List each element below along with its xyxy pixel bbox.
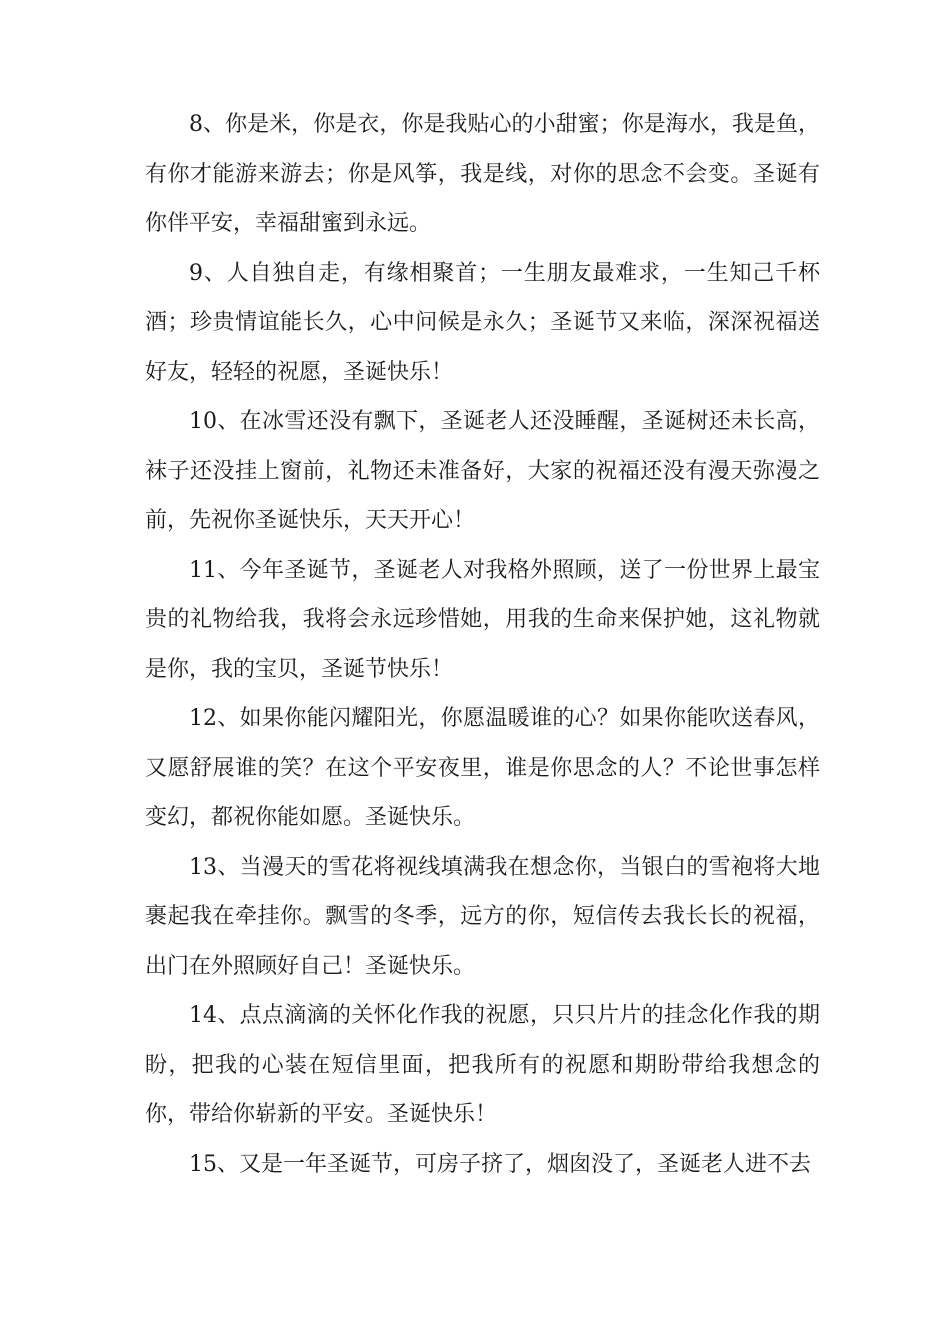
paragraph-12: 12、如果你能闪耀阳光，你愿温暖谁的心？如果你能吹送春风，又愿舒展谁的笑？在这个平安夜里，谁是你思念的人？不论世事怎样变幻，都祝你能如愿。圣诞快乐。 — [145, 706, 820, 830]
paragraph-9: 9、人自独自走，有缘相聚首；一生朋友最难求，一生知己千杯酒；珍贵情谊能长久，心中问候是永久；圣诞节又来临，深深祝福送好友，轻轻的祝愿，圣诞快乐！ — [145, 260, 820, 385]
paragraph-13: 13、当漫天的雪花将视线填满我在想念你，当银白的雪袍将大地裹起我在牵挂你。飘雪的冬季，远方的你，短信传去我长长的祝福，出门在外照顾好自己！圣诞快乐。 — [145, 854, 820, 979]
paragraph-14: 14、点点滴滴的关怀化作我的祝愿，只只片片的挂念化作我的期盼，把我的心装在短信里面，把我所有的祝愿和期盼带给我想念的你，带给你崭新的平安。圣诞快乐！ — [145, 1003, 820, 1127]
paragraph-11: 11、今年圣诞节，圣诞老人对我格外照顾，送了一份世界上最宝贵的礼物给我，我将会永远珍惜她，用我的生命来保护她，这礼物就是你，我的宝贝，圣诞节快乐！ — [145, 557, 820, 682]
paragraph-15: 15、又是一年圣诞节，可房子挤了，烟囱没了，圣诞老人进不去 — [189, 1151, 811, 1177]
paragraph-8: 8、你是米，你是衣，你是我贴心的小甜蜜；你是海水，我是鱼，有你才能游来游去；你是风筝，我是线，对你的思念不会变。圣诞有你伴平安，幸福甜蜜到永远。 — [145, 112, 820, 236]
paragraph-10: 10、在冰雪还没有飘下，圣诞老人还没睡醒，圣诞树还未长高，袜子还没挂上窗前，礼物还未准备好，大家的祝福还没有漫天弥漫之前，先祝你圣诞快乐，天天开心！ — [145, 409, 820, 533]
document-body — [145, 100, 820, 1189]
